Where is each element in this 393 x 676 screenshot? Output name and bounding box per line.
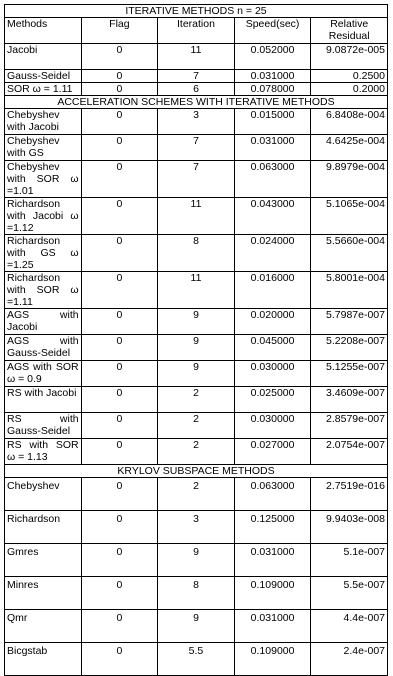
iteration-cell: 11	[158, 272, 235, 309]
method-cell: Chebyshev with SOR ω =1.01	[5, 161, 82, 198]
speed-cell: 0.015000	[234, 109, 311, 135]
iterative-section	[5, 44, 388, 96]
speed-cell: 0.052000	[234, 44, 311, 70]
iteration-cell: 6	[158, 83, 235, 96]
residual-cell: 3.4609e-007	[311, 387, 388, 413]
iteration-cell: 3	[158, 511, 235, 544]
flag-cell: 0	[81, 70, 158, 83]
table-row	[5, 235, 388, 272]
method-cell: SOR ω = 1.11	[5, 83, 82, 96]
flag-cell: 0	[81, 610, 158, 643]
flag-cell: 0	[81, 387, 158, 413]
table-row	[5, 161, 388, 198]
iteration-cell: 7	[158, 161, 235, 198]
residual-cell: 9.0872e-005	[311, 44, 388, 70]
iteration-cell: 9	[158, 610, 235, 643]
header-methods: Methods	[5, 18, 82, 44]
method-cell: Qmr	[5, 610, 82, 643]
speed-cell: 0.031000	[234, 544, 311, 577]
table-row	[5, 109, 388, 135]
method-cell: Gauss-Seidel	[5, 70, 82, 83]
header-residual: Relative Residual	[311, 18, 388, 44]
iteration-cell: 2	[158, 387, 235, 413]
header-row	[5, 18, 388, 44]
table-row	[5, 198, 388, 235]
method-cell: AGS with Gauss-Seidel	[5, 335, 82, 361]
iteration-cell: 9	[158, 309, 235, 335]
residual-cell: 2.7519e-016	[311, 478, 388, 511]
acceleration-heading	[5, 96, 388, 109]
flag-cell: 0	[81, 544, 158, 577]
table-row	[5, 272, 388, 309]
flag-cell: 0	[81, 361, 158, 387]
iteration-cell: 7	[158, 135, 235, 161]
residual-cell: 2.8579e-007	[311, 413, 388, 439]
method-cell: RS with Gauss-Seidel	[5, 413, 82, 439]
method-cell: Chebyshev	[5, 478, 82, 511]
residual-cell: 5.2208e-007	[311, 335, 388, 361]
iteration-cell: 2	[158, 413, 235, 439]
residual-cell: 6.8408e-004	[311, 109, 388, 135]
table-row	[5, 387, 388, 413]
method-cell: Minres	[5, 577, 82, 610]
flag-cell: 0	[81, 44, 158, 70]
flag-cell: 0	[81, 309, 158, 335]
speed-cell: 0.031000	[234, 135, 311, 161]
table-row	[5, 309, 388, 335]
krylov-section	[5, 478, 388, 676]
flag-cell: 0	[81, 272, 158, 309]
table-row	[5, 544, 388, 577]
method-cell: AGS with SOR ω = 0.9	[5, 361, 82, 387]
speed-cell: 0.078000	[234, 83, 311, 96]
speed-cell: 0.030000	[234, 361, 311, 387]
iteration-cell: 2	[158, 439, 235, 465]
speed-cell: 0.030000	[234, 413, 311, 439]
residual-cell: 5.1065e-004	[311, 198, 388, 235]
speed-cell: 0.063000	[234, 161, 311, 198]
section-row	[5, 465, 388, 478]
speed-cell: 0.063000	[234, 478, 311, 511]
iteration-cell: 9	[158, 544, 235, 577]
table-row	[5, 577, 388, 610]
speed-cell: 0.031000	[234, 610, 311, 643]
header-speed: Speed(sec)	[234, 18, 311, 44]
speed-cell: 0.109000	[234, 643, 311, 676]
flag-cell: 0	[81, 511, 158, 544]
residual-cell: 5.1255e-007	[311, 361, 388, 387]
flag-cell: 0	[81, 413, 158, 439]
flag-cell: 0	[81, 643, 158, 676]
table-row	[5, 413, 388, 439]
flag-cell: 0	[81, 577, 158, 610]
method-cell: Chebyshev with GS	[5, 135, 82, 161]
iteration-cell: 11	[158, 198, 235, 235]
table-row	[5, 83, 388, 96]
speed-cell: 0.027000	[234, 439, 311, 465]
method-cell: Richardson with Jacobi ω =1.12	[5, 198, 82, 235]
table-row	[5, 643, 388, 676]
flag-cell: 0	[81, 135, 158, 161]
title-row	[5, 5, 388, 18]
table-row	[5, 135, 388, 161]
residual-cell: 5.8001e-004	[311, 272, 388, 309]
residual-cell: 5.1e-007	[311, 544, 388, 577]
table-body	[5, 5, 388, 44]
iteration-cell: 9	[158, 335, 235, 361]
table-row	[5, 335, 388, 361]
residual-cell: 4.6425e-004	[311, 135, 388, 161]
residual-cell: 5.7987e-007	[311, 309, 388, 335]
iteration-cell: 8	[158, 577, 235, 610]
residual-cell: 2.4e-007	[311, 643, 388, 676]
residual-cell: 9.9403e-008	[311, 511, 388, 544]
speed-cell: 0.025000	[234, 387, 311, 413]
header-flag: Flag	[81, 18, 158, 44]
flag-cell: 0	[81, 198, 158, 235]
speed-cell: 0.045000	[234, 335, 311, 361]
method-cell: Bicgstab	[5, 643, 82, 676]
speed-cell: 0.125000	[234, 511, 311, 544]
iteration-cell: 7	[158, 70, 235, 83]
flag-cell: 0	[81, 83, 158, 96]
section-krylov-title: KRYLOV SUBSPACE METHODS	[5, 465, 388, 478]
iteration-cell: 9	[158, 361, 235, 387]
method-cell: RS with Jacobi	[5, 387, 82, 413]
method-cell: Richardson	[5, 511, 82, 544]
iteration-cell: 5.5	[158, 643, 235, 676]
method-cell: Chebyshev with Jacobi	[5, 109, 82, 135]
speed-cell: 0.031000	[234, 70, 311, 83]
flag-cell: 0	[81, 235, 158, 272]
residual-cell: 5.5660e-004	[311, 235, 388, 272]
residual-cell: 2.0754e-007	[311, 439, 388, 465]
residual-cell: 4.4e-007	[311, 610, 388, 643]
method-cell: Richardson with GS ω =1.25	[5, 235, 82, 272]
method-cell: Jacobi	[5, 44, 82, 70]
iteration-cell: 3	[158, 109, 235, 135]
iteration-cell: 8	[158, 235, 235, 272]
method-cell: Gmres	[5, 544, 82, 577]
acceleration-section	[5, 109, 388, 465]
table-title: ITERATIVE METHODS n = 25	[5, 5, 388, 18]
table-row	[5, 610, 388, 643]
section-row	[5, 96, 388, 109]
krylov-heading	[5, 465, 388, 478]
speed-cell: 0.020000	[234, 309, 311, 335]
section-acceleration-title: ACCELERATION SCHEMES WITH ITERATIVE METHODS	[5, 96, 388, 109]
flag-cell: 0	[81, 439, 158, 465]
table-row	[5, 44, 388, 70]
iteration-cell: 2	[158, 478, 235, 511]
results-table	[4, 4, 388, 676]
flag-cell: 0	[81, 109, 158, 135]
header-iteration: Iteration	[158, 18, 235, 44]
table-row	[5, 361, 388, 387]
residual-cell: 0.2000	[311, 83, 388, 96]
flag-cell: 0	[81, 478, 158, 511]
method-cell: Richardson with SOR ω =1.11	[5, 272, 82, 309]
flag-cell: 0	[81, 161, 158, 198]
table-row	[5, 439, 388, 465]
table-row	[5, 478, 388, 511]
residual-cell: 9.8979e-004	[311, 161, 388, 198]
speed-cell: 0.109000	[234, 577, 311, 610]
flag-cell: 0	[81, 335, 158, 361]
speed-cell: 0.043000	[234, 198, 311, 235]
speed-cell: 0.016000	[234, 272, 311, 309]
residual-cell: 5.5e-007	[311, 577, 388, 610]
speed-cell: 0.024000	[234, 235, 311, 272]
method-cell: RS with SOR ω = 1.13	[5, 439, 82, 465]
table-row	[5, 511, 388, 544]
table-row	[5, 70, 388, 83]
residual-cell: 0.2500	[311, 70, 388, 83]
method-cell: AGS with Jacobi	[5, 309, 82, 335]
iteration-cell: 11	[158, 44, 235, 70]
